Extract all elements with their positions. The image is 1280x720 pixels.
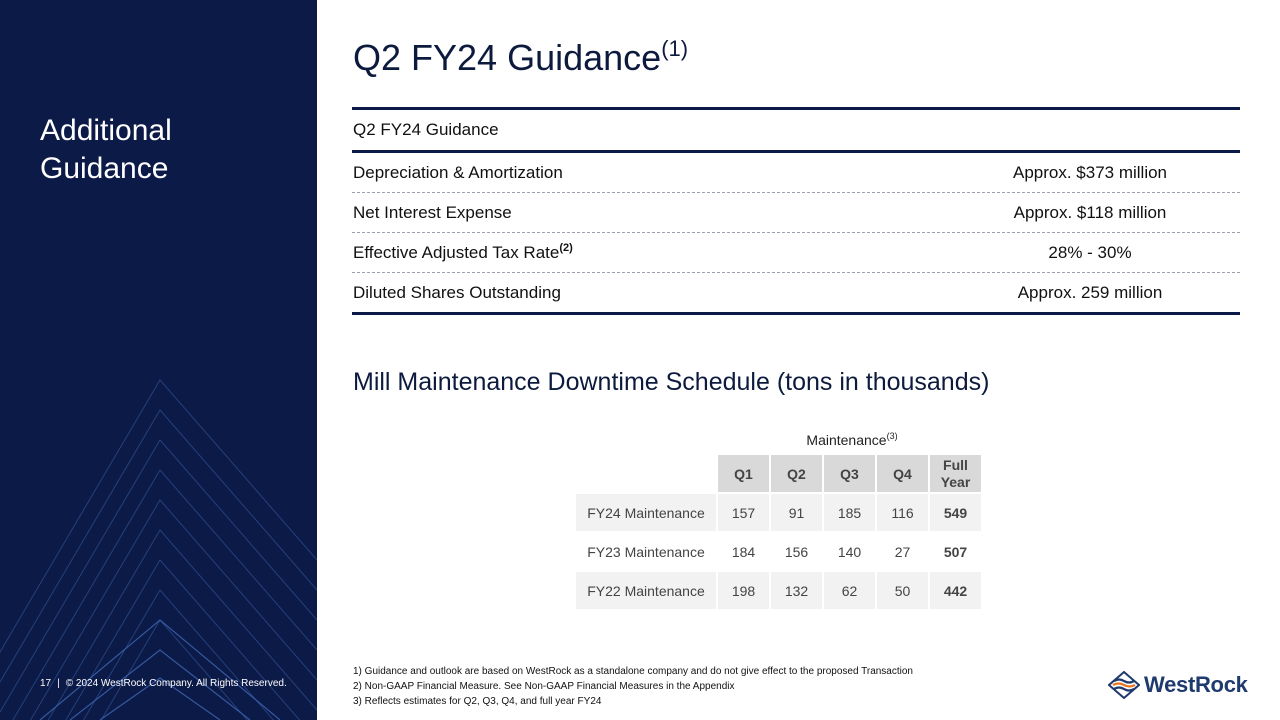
guidance-row-label-text: Effective Adjusted Tax Rate [353,243,560,262]
guidance-table-heading: Q2 FY24 Guidance [353,120,499,139]
row-label: FY23 Maintenance [587,543,705,560]
guidance-row-label-text: Diluted Shares Outstanding [353,283,561,302]
cell-q2: 132 [771,572,822,609]
cell-full-year: 507 [943,543,968,560]
cell-full-year: 442 [930,572,981,609]
maintenance-caption-footnote-ref: (3) [886,431,898,441]
column-header-q3: Q3 [824,455,875,492]
footer-separator: | [57,678,60,689]
section-title [40,112,300,188]
cell-q1: 157 [718,494,769,531]
page-title-footnote-ref: (1) [661,36,689,61]
guidance-row-label-text: Depreciation & Amortization [353,163,563,182]
cell-q3: 140 [837,543,862,560]
full-year-line2: Year [940,473,971,490]
slide-footer [40,678,287,689]
column-header-q2: Q2 [771,455,822,492]
column-header-q1: Q1 [718,455,769,492]
guidance-table-header [352,110,1240,153]
logo-wordmark: WestRock [1144,672,1248,697]
guidance-row [352,233,1240,273]
cell-q1: 198 [718,572,769,609]
maintenance-table [574,453,983,611]
maintenance-header-row [576,455,981,492]
cell-q3: 62 [824,572,875,609]
cell-full-year: 549 [930,494,981,531]
column-header-q4: Q4 [877,455,928,492]
guidance-row [352,153,1240,193]
header-blank-cell [576,455,716,492]
cell-q3: 185 [824,494,875,531]
section-title-line2: Guidance [40,152,169,185]
guidance-row-label [352,282,913,303]
maintenance-table-caption [718,431,986,448]
guidance-row [352,193,1240,233]
page-title [353,36,688,79]
table-row [576,494,981,531]
table-row [576,572,981,609]
cell-q4: 116 [877,494,928,531]
guidance-row-value: Approx. $118 million [1013,202,1167,222]
guidance-table [352,107,1240,315]
cell-q4: 50 [877,572,928,609]
section-title-line1: Additional [40,114,172,147]
table-row [576,533,981,570]
guidance-row-value: 28% - 30% [1048,242,1132,262]
column-header-full-year [930,455,981,492]
full-year-line1: Full [943,456,968,473]
westrock-emblem-icon [1108,671,1140,699]
westrock-logo [1108,668,1248,702]
footnotes [353,664,913,709]
footnote-2: 2) Non-GAAP Financial Measure. See Non-GAAP Financial Measures in the Appendix [353,681,735,692]
guidance-row-label [352,162,913,183]
cell-q2: 156 [784,543,809,560]
guidance-row-value: Approx. $373 million [1012,162,1168,182]
row-label: FY22 Maintenance [576,572,716,609]
cell-q2: 91 [771,494,822,531]
guidance-row-footnote-ref: (2) [559,242,573,254]
copyright-text: © 2024 WestRock Company. All Rights Reserved. [65,678,287,689]
guidance-row-value: Approx. 259 million [1017,282,1163,302]
cell-q4: 27 [894,543,911,560]
guidance-row [352,273,1240,312]
maintenance-caption-text: Maintenance [806,432,887,448]
page-number: 17 [40,678,52,689]
side-panel [0,0,317,720]
guidance-row-label-text: Net Interest Expense [353,203,512,222]
guidance-row-label [352,242,913,263]
footnote-1: 1) Guidance and outlook are based on WestRock as a standalone company and do not give effect to the proposed Transaction [353,666,913,677]
chevron-pattern-decoration [0,0,317,720]
guidance-row-label [352,202,913,223]
row-label: FY24 Maintenance [576,494,716,531]
cell-q1: 184 [731,543,756,560]
footnote-3: 3) Reflects estimates for Q2, Q3, Q4, and full year FY24 [353,696,602,707]
page-title-text: Q2 FY24 Guidance [353,37,662,78]
maintenance-section-title: Mill Maintenance Downtime Schedule (tons in thousands) [353,368,990,396]
